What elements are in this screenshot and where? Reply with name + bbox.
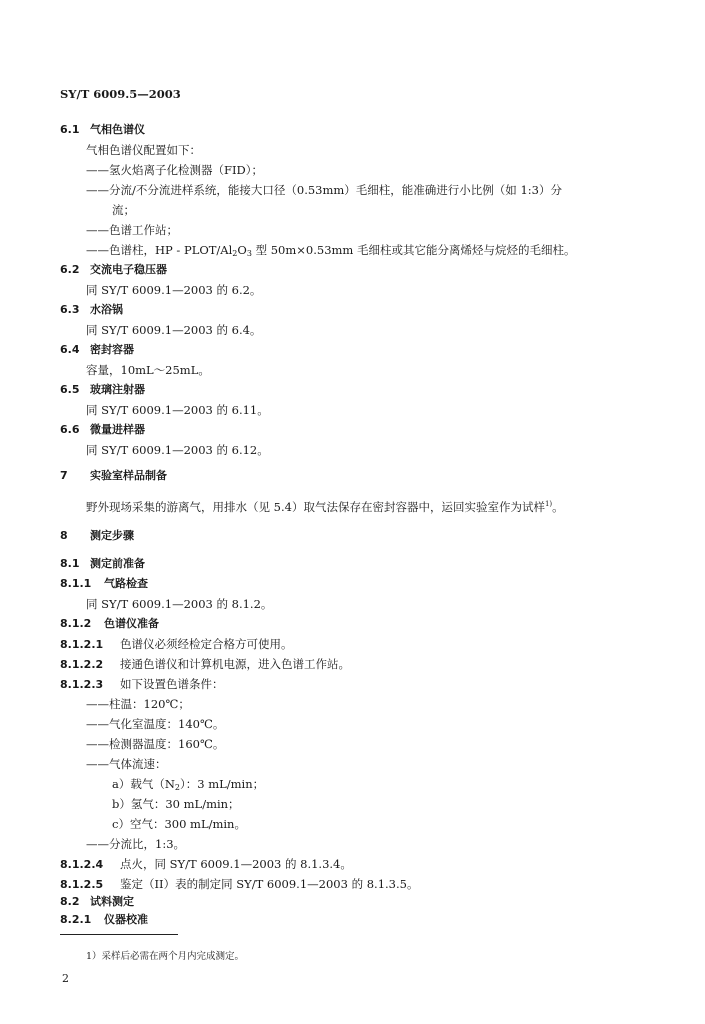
section-8-2-heading: 8.2 试料测定 xyxy=(60,895,134,908)
list-item: ——气化室温度：140℃。 xyxy=(86,717,225,731)
list-item: ——柱温：120℃； xyxy=(86,697,190,711)
flow-hydrogen: b）氢气：30 mL/min； xyxy=(112,797,240,811)
section-6-4-body: 容量，10mL～25mL。 xyxy=(86,363,210,377)
section-6-3-body: 同 SY/T 6009.1—2003 的 6.4。 xyxy=(86,323,262,337)
list-item: ——色谱工作站； xyxy=(86,223,178,237)
section-8-1-2-2: 8.1.2.2 接通色谱仪和计算机电源，进入色谱工作站。 xyxy=(60,657,350,671)
list-item: ——气体流速： xyxy=(86,757,167,771)
list-item: ——分流/不分流进样系统，能接大口径（0.53mm）毛细柱，能准确进行小比例（如 1:3）分 xyxy=(86,183,562,197)
section-6-4-heading: 6.4 密封容器 xyxy=(60,343,134,356)
section-8-heading: 8 测定步骤 xyxy=(60,529,134,542)
section-8-1-2-5: 8.1.2.5 鉴定（II）表的制定同 SY/T 6009.1—2003 的 8.1.3.5。 xyxy=(60,877,419,891)
section-8-1-heading: 8.1 测定前准备 xyxy=(60,557,145,570)
section-8-1-1-heading: 8.1.1 气路检查 xyxy=(60,577,148,590)
footnote-divider xyxy=(60,934,178,935)
flow-carrier-gas: a）载气$(N_2)$：3 mL/min； xyxy=(112,777,265,792)
section-6-6-body: 同 SY/T 6009.1—2003 的 6.12。 xyxy=(86,443,269,457)
section-6-1-intro: 气相色谱仪配置如下： xyxy=(86,143,201,157)
section-6-5-body: 同 SY/T 6009.1—2003 的 6.11。 xyxy=(86,403,269,417)
section-6-3-heading: 6.3 水浴锅 xyxy=(60,303,123,316)
section-7-body: 野外现场采集的游离气，用排水（见 5.4）取气法保存在密封容器中，运回实验室作为试样$^{1)}$。 xyxy=(86,500,564,514)
page-number: 2 xyxy=(62,972,69,985)
section-8-1-2-4: 8.1.2.4 点火，同 SY/T 6009.1—2003 的 8.1.3.4。 xyxy=(60,857,352,871)
list-item: ——检测器温度：160℃。 xyxy=(86,737,225,751)
list-item-column: ——色谱柱，HP - PLOT/$Al_2O_3$ 型 50m×0.53mm 毛细柱或其它能分离烯烃与烷烃的毛细柱。 xyxy=(86,243,576,258)
section-6-5-heading: 6.5 玻璃注射器 xyxy=(60,383,145,396)
list-item-continuation: 流； xyxy=(112,203,135,217)
flow-air: c）空气：300 mL/min。 xyxy=(112,817,246,831)
section-8-1-2-3: 8.1.2.3 如下设置色谱条件： xyxy=(60,677,224,691)
list-item: ——氢火焰离子化检测器（FID）； xyxy=(86,163,263,177)
section-6-6-heading: 6.6 微量进样器 xyxy=(60,423,145,436)
section-6-2-heading: 6.2 交流电子稳压器 xyxy=(60,263,167,276)
section-7-heading: 7 实验室样品制备 xyxy=(60,469,167,482)
section-6-2-body: 同 SY/T 6009.1—2003 的 6.2。 xyxy=(86,283,262,297)
section-8-1-2-heading: 8.1.2 色谱仪准备 xyxy=(60,617,159,630)
standard-header: SY/T 6009.5—2003 xyxy=(60,87,181,101)
section-8-2-1-heading: 8.2.1 仪器校准 xyxy=(60,913,148,926)
footnote: 1）采样后必需在两个月内完成测定。 xyxy=(86,951,245,962)
section-8-1-2-1: 8.1.2.1 色谱仪必须经检定合格方可使用。 xyxy=(60,637,293,651)
section-6-1-heading: 6.1 气相色谱仪 xyxy=(60,123,145,136)
split-ratio: ——分流比，1:3。 xyxy=(86,837,186,851)
section-8-1-1-body: 同 SY/T 6009.1—2003 的 8.1.2。 xyxy=(86,597,273,611)
